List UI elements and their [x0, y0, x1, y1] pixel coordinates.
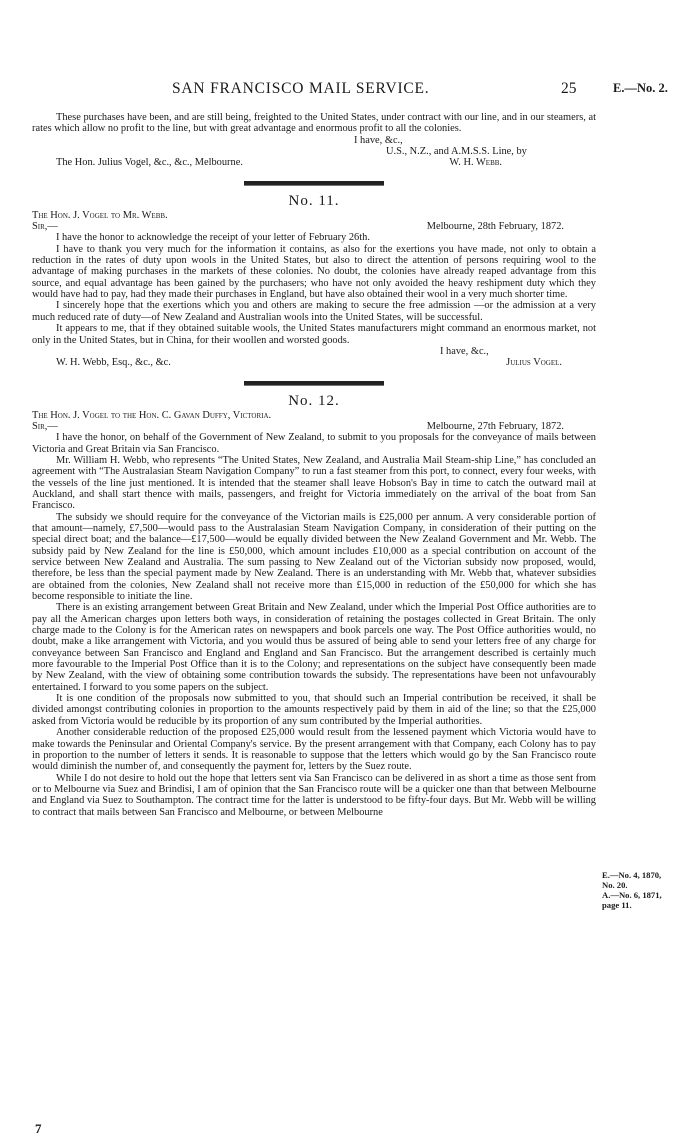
letter11-salutation-row: [32, 221, 596, 232]
letter10-signer: W. H. Webb.: [449, 157, 502, 169]
letter10-addressee: The Hon. Julius Vogel, &c., &c., Melbourne.: [56, 157, 243, 169]
page-header: [0, 80, 700, 100]
letter12-subtitle: The Hon. J. Vogel to the Hon. C. Gavan Duffy, Victoria.: [32, 409, 272, 421]
letter12-paragraph: I have the honor, on behalf of the Government of New Zealand, to submit to you proposals for the conveyance of mails between Victoria and Great Britain via San Francisco.: [32, 432, 596, 455]
letter11-paragraph: I sincerely hope that the exertions which you and others are making to secure the free admission —or the admission at a very much reduced rate of duty—of New Zealand and Australian wools into the United States, will be successful.: [32, 300, 596, 323]
letter12-salutation: Sir,—: [32, 420, 58, 432]
letter11-signoff: [32, 357, 596, 368]
page-number: 25: [561, 80, 577, 97]
paper-reference: E.—No. 2.: [613, 81, 668, 95]
letter12-paragraph: The subsidy we should require for the conveyance of the Victorian mails is £25,000 per annum. A very considerable portion of that amount—namely, £7,500—would pass to the Australasian Steam Navigation Company, in consideration of their putting on the special direct boat; and the balance—£17,500—would be equally divided between the New Zealand Government and Mr. Webb. The subsidy paid by New Zealand for the line is £50,000, which amount includes £10,000 as a special contribution on account of the service between New Zealand and Australia. The sum passing to New Zealand out of the Victorian subsidy now proposed, would, therefore, be less than the special payment made by New Zealand. There is an understanding with Mr. Webb that, whatever subsidies are obtained from the colonies, New Zealand shall not receive more than £15,000 in reduction of the £50,000 for which she has become responsible to initiate the line.: [32, 511, 596, 603]
margin-references: [602, 870, 692, 910]
letter11-place-date: Melbourne, 28th February, 1872.: [426, 221, 564, 233]
letter11-paragraph: It appears to me, that if they obtained suitable wools, the United States manufacturers might command an enormous market, not only in the United States, but in China, for their woollen and worsted goods.: [32, 323, 596, 346]
letter12-paragraph: Another considerable reduction of the proposed £25,000 would result from the lessened payment which Victoria would have to make towards the Peninsular and Oriental Company's service. By the present arrangement with that Company, each Colony has to pay in proportion to the number of letters it sends. It is reasonable to suppose that the letters which would go by the San Francisco route would diminish the number of, and consequently the payment for, letters by the Suez route.: [32, 727, 596, 773]
margin-note-line: A.—No. 6, 1871,: [602, 890, 662, 900]
letter12-salutation-row: [32, 421, 596, 432]
letter10-signoff: [32, 157, 596, 168]
page-body: [32, 112, 596, 818]
letter11-addressee: W. H. Webb, Esq., &c., &c.: [56, 357, 171, 369]
margin-note-line: E.—No. 4, 1870,: [602, 870, 662, 880]
letter11-paragraph: I have to thank you very much for the information it contains, as also for the exertions you have made, not only to obtain a reduction in the rates of duty upon wools in the United States, but also to direct the attention of persons requiring wool to the advantage of making purchases in the markets of these colonies. No doubt, the colonies have already reaped advantage from this source, and equal advantage has been gained by the purchasers; who have not only avoided the heavy reshipment duty which they would have had to pay, had they made their purchases in England, but have also obtained their wool in a very much shorter time.: [32, 243, 596, 301]
margin-note-line: page 11.: [602, 900, 632, 910]
letter11-salutation: Sir,—: [32, 221, 58, 233]
letter12-paragraph: Mr. William H. Webb, who represents “The United States, New Zealand, and Australia Mail Steam-ship Line,” has concluded an agreement with “The Australasian Steam Navigation Company” to run a fast steamer from this port, to connect, every four weeks, with the vessels of the line just mentioned. It is intended that the steamer shall leave Hobson's Bay in time to catch the outward mail at Auckland, and shall start thence with mails, passengers, and freight for Victoria immediately on the arrival of the boat from San Francisco.: [32, 454, 596, 512]
letter11-close: I have, &c.,: [440, 345, 489, 357]
letter12-heading: No. 12.: [288, 392, 340, 409]
letter12-paragraph: There is an existing arrangement between Great Britain and New Zealand, under which the Imperial Post Office authorities are to pay all the American charges upon letters both ways, in consideration of retaining the postages collected in Great Britain. The only charge made to the Colony is for the American rates on newspapers and book parcels one way. The Post Office authorities would, no doubt, make a like arrangement with Victoria, and you would thus be assured of being able to send your letters free of any charge for conveyance between San Francisco and England and England and San Francisco. But the arrangement described is certainly much more favourable to the Imperial Post Office than it is to the Colony; and representations on the subject have consequently been made by New Zealand, with the view of obtaining some contribution towards the subsidy. The representations have been not unfavourably entertained. I forward to you some papers on the subject.: [32, 602, 596, 693]
letter10-close: I have, &c.,: [354, 134, 403, 146]
letter11-heading: No. 11.: [288, 192, 340, 209]
letter10-line-company: U.S., N.Z., and A.M.S.S. Line, by: [386, 146, 527, 158]
section-divider: [244, 381, 384, 386]
margin-note-line: No. 20.: [602, 880, 628, 890]
letter11-subtitle: The Hon. J. Vogel to Mr. Webb.: [32, 209, 168, 221]
letter10-paragraph: These purchases have been, and are still being, freighted to the United States, under contract with our line, and in our steamers, at rates which allow no profit to the line, but with great advantage and enormous profit to all the colonies.: [32, 112, 596, 135]
section-divider: [244, 181, 384, 186]
letter12-paragraph: While I do not desire to hold out the hope that letters sent via San Francisco can be delivered in as short a time as those sent from or to Melbourne via Suez and Brindisi, I am of opinion that the San Francisco route will be a quicker one than that between Melbourne and England via Suez to Southampton. The contract time for the latter is understood to be fifty-four days. But Mr. Webb will be willing to contract that mails between San Francisco and Melbourne, or between Melbourne: [32, 772, 596, 818]
printer-signature-mark: 7: [35, 1121, 42, 1136]
letter11-paragraph: I have the honor to acknowledge the receipt of your letter of February 26th.: [56, 232, 370, 244]
letter12-paragraph: It is one condition of the proposals now submitted to you, that should such an Imperial contribution be received, it shall be divided amongst contributing colonies in proportion to the amounts respectively paid by them in aid of the line; so that the £25,000 asked from Victoria would be reducible by its proportion of any sum contributed by the Imperial authorities.: [32, 693, 596, 727]
letter11-signer: Julius Vogel.: [506, 357, 562, 369]
letter12-place-date: Melbourne, 27th February, 1872.: [426, 420, 564, 432]
running-title: SAN FRANCISCO MAIL SERVICE.: [172, 80, 430, 97]
